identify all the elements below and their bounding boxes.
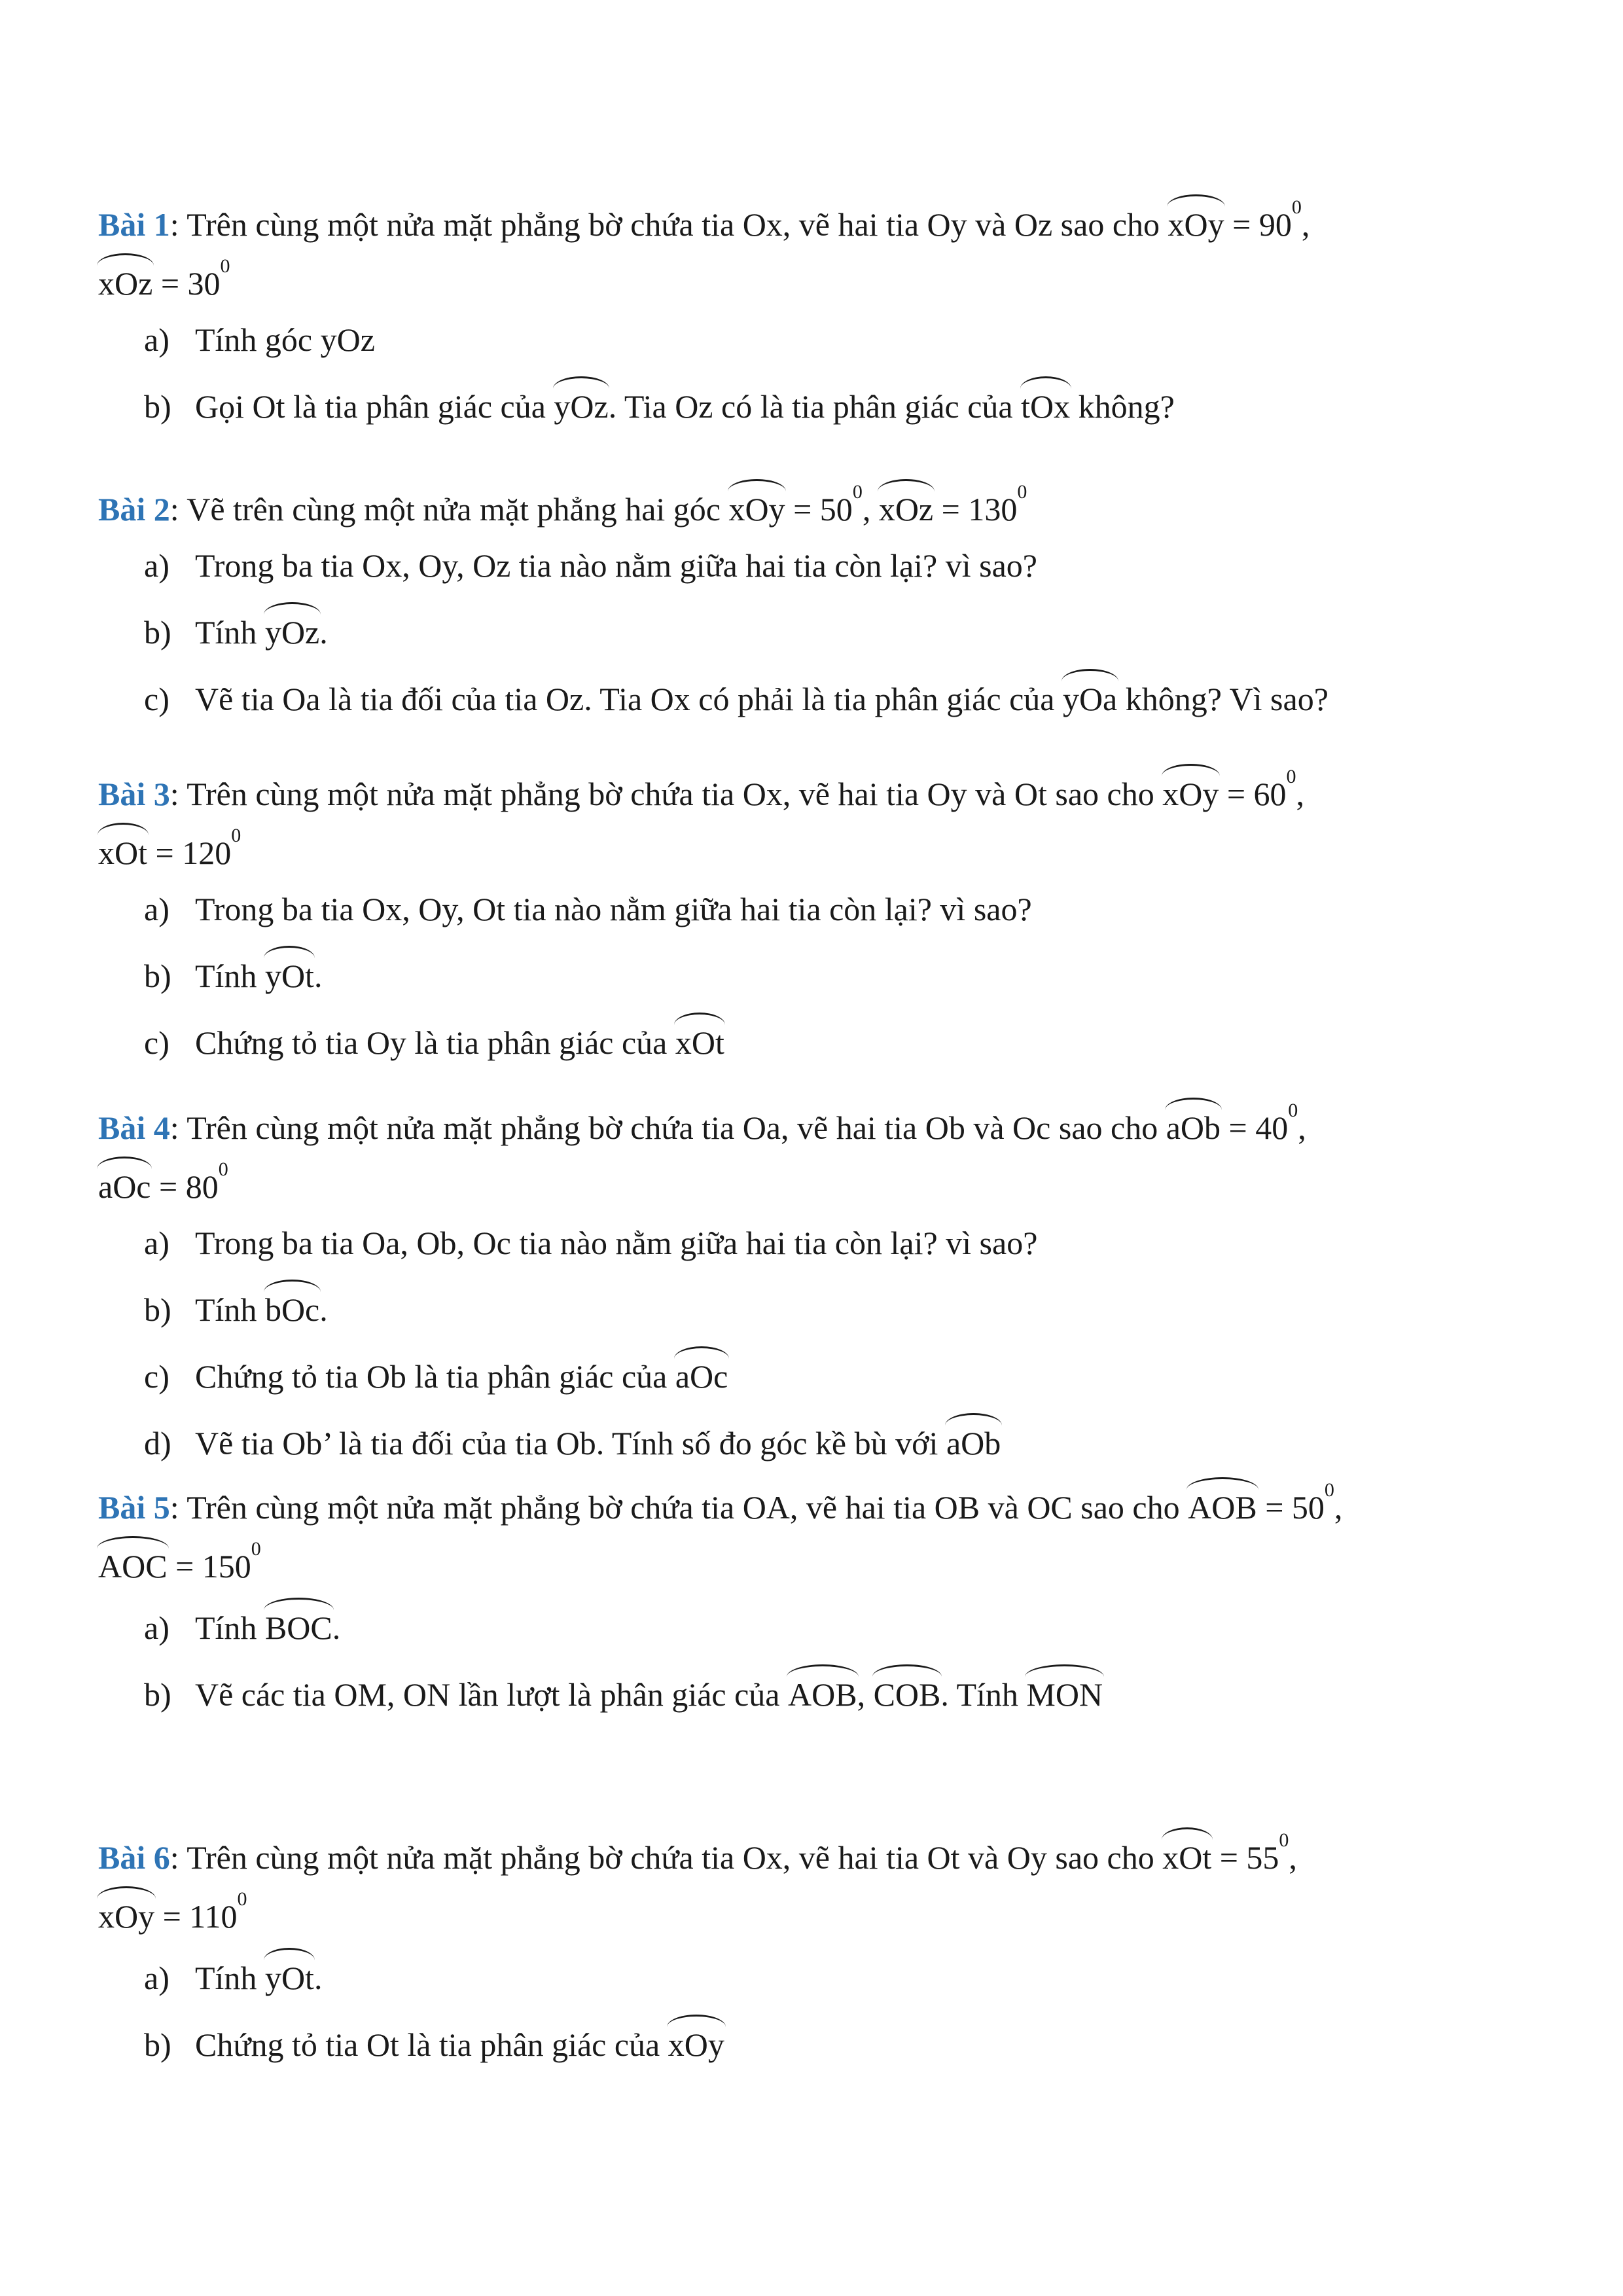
item-label: c)	[144, 1024, 169, 1061]
problem-items	[98, 546, 1538, 719]
stem-text: : Trên cùng một nửa mặt phẳng bờ chứa tia Oa, vẽ hai tia Ob và Oc sao cho	[169, 1109, 1158, 1146]
item-text: Tính	[195, 1291, 257, 1328]
degree-sup: 0	[852, 481, 863, 503]
problem-2	[98, 481, 1538, 741]
item-label: a)	[144, 1225, 169, 1261]
item-text: .	[313, 958, 323, 994]
problem-items	[98, 1603, 1538, 1714]
problem-stem	[98, 1829, 1538, 1877]
angle-value: = 150	[167, 1548, 251, 1585]
problem-1	[98, 196, 1538, 448]
angle-yoz: yOz	[265, 607, 319, 652]
angle-xoz: xOz	[98, 259, 152, 303]
item-c	[144, 674, 1538, 719]
angle-yoz: yOz	[554, 382, 608, 426]
angle-AOC: AOC	[98, 1541, 168, 1586]
problem-stem	[98, 196, 1538, 244]
item-a	[144, 889, 1538, 929]
angle-xoy: xOy	[1168, 200, 1224, 244]
item-label: b)	[144, 958, 171, 994]
angle-value: = 80	[151, 1168, 219, 1205]
degree-sup: 0	[1286, 766, 1296, 787]
angle-xoy: xOy	[668, 2020, 724, 2064]
item-label: a)	[144, 891, 169, 927]
angle-aob: aOb	[1166, 1103, 1221, 1147]
separator: ,	[1301, 206, 1310, 243]
problem-stem	[98, 766, 1538, 814]
item-text: . Tia Oz có là tia phân giác của	[608, 388, 1013, 425]
angle-yot: yOt	[265, 1953, 314, 1998]
problem-stem	[98, 481, 1538, 529]
item-text: Tính	[195, 1609, 257, 1646]
item-c	[144, 1018, 1538, 1062]
angle-aoc: aOc	[98, 1162, 151, 1206]
problem-stem	[98, 1479, 1538, 1527]
item-text: Tính góc yOz	[195, 321, 375, 358]
separator: ,	[1289, 1839, 1297, 1876]
problem-stem-2	[98, 825, 1538, 872]
item-text: .	[319, 614, 328, 651]
item-a	[144, 320, 1538, 359]
angle-aob: aOb	[946, 1418, 1001, 1463]
item-text: Chứng tỏ tia Ob là tia phân giác của	[195, 1358, 668, 1395]
degree-sup: 0	[251, 1538, 261, 1560]
item-text: .	[319, 1291, 328, 1328]
problem-items	[98, 320, 1538, 426]
problem-3	[98, 766, 1538, 1085]
problem-stem-2	[98, 1888, 1538, 1936]
angle-value: = 40	[1221, 1109, 1289, 1146]
angle-value: = 110	[154, 1898, 238, 1935]
item-text: Tính	[195, 614, 257, 651]
item-label: d)	[144, 1425, 171, 1462]
item-label: b)	[144, 1676, 171, 1713]
problem-title: Bài 6	[98, 1839, 170, 1876]
item-text: không? Vì sao?	[1117, 681, 1329, 717]
degree-sup: 0	[231, 825, 241, 846]
degree-sup: 0	[1279, 1829, 1289, 1851]
angle-yoa: yOa	[1063, 674, 1117, 719]
angle-yot: yOt	[265, 951, 314, 996]
item-b	[144, 607, 1538, 652]
stem-text: : Trên cùng một nửa mặt phẳng bờ chứa tia Ox, vẽ hai tia Oy và Oz sao cho	[169, 206, 1160, 243]
problem-stem-2	[98, 1538, 1538, 1586]
item-text: không?	[1070, 388, 1175, 425]
item-a	[144, 1953, 1538, 1998]
item-c	[144, 1352, 1538, 1396]
item-label: b)	[144, 2026, 171, 2063]
item-label: a)	[144, 547, 169, 584]
item-b	[144, 1670, 1538, 1714]
stem-text: : Trên cùng một nửa mặt phẳng bờ chứa tia OA, vẽ hai tia OB và OC sao cho	[169, 1489, 1180, 1526]
angle-xoz: xOz	[879, 484, 933, 529]
item-a	[144, 1223, 1538, 1263]
angle-AOB: AOB	[1188, 1482, 1257, 1527]
problem-title: Bài 4	[98, 1109, 170, 1146]
angle-value: = 60	[1219, 776, 1287, 812]
problem-4	[98, 1100, 1538, 1485]
problem-6	[98, 1829, 1538, 2087]
angle-value: = 50	[785, 491, 853, 528]
item-text: . Tính	[940, 1676, 1018, 1713]
item-b	[144, 382, 1538, 426]
degree-sup: 0	[237, 1888, 247, 1910]
item-text: Tính	[195, 958, 257, 994]
degree-sup: 0	[1288, 1100, 1298, 1121]
item-a	[144, 1603, 1538, 1647]
angle-aoc: aOc	[675, 1352, 728, 1396]
degree-sup: 0	[1017, 481, 1027, 503]
problem-items	[98, 1953, 1538, 2064]
angle-value: = 50	[1257, 1489, 1325, 1526]
item-b	[144, 1285, 1538, 1329]
item-label: b)	[144, 388, 171, 425]
degree-sup: 0	[220, 255, 230, 277]
separator: ,	[1334, 1489, 1343, 1526]
separator: ,	[1298, 1109, 1306, 1146]
angle-xot: xOt	[675, 1018, 724, 1062]
item-a	[144, 546, 1538, 585]
problem-title: Bài 5	[98, 1489, 170, 1526]
stem-text: : Trên cùng một nửa mặt phẳng bờ chứa tia Ox, vẽ hai tia Oy và Ot sao cho	[169, 776, 1154, 812]
angle-xot: xOt	[98, 828, 147, 872]
item-d	[144, 1418, 1538, 1463]
item-label: a)	[144, 1609, 169, 1646]
angle-MON: MON	[1026, 1670, 1103, 1714]
problem-stem-2	[98, 255, 1538, 303]
problem-title: Bài 1	[98, 206, 170, 243]
item-text: Chứng tỏ tia Oy là tia phân giác của	[195, 1024, 668, 1061]
problem-stem	[98, 1100, 1538, 1147]
item-text: Chứng tỏ tia Ot là tia phân giác của	[195, 2026, 660, 2063]
item-label: b)	[144, 1291, 171, 1328]
separator: ,	[862, 491, 871, 528]
item-label: a)	[144, 321, 169, 358]
item-b	[144, 2020, 1538, 2064]
item-label: c)	[144, 1358, 169, 1395]
item-label: a)	[144, 1960, 169, 1996]
degree-sup: 0	[218, 1158, 228, 1180]
angle-AOB: AOB	[788, 1670, 857, 1714]
angle-value: = 30	[152, 265, 221, 302]
item-text: Vẽ các tia OM, ON lần lượt là phân giác của	[195, 1676, 780, 1713]
item-label: b)	[144, 614, 171, 651]
angle-xoy: xOy	[1162, 769, 1219, 814]
item-text: Trong ba tia Ox, Oy, Oz tia nào nằm giữa hai tia còn lại? vì sao?	[195, 547, 1037, 584]
item-b	[144, 951, 1538, 996]
angle-boc: bOc	[265, 1285, 319, 1329]
item-text: Gọi Ot là tia phân giác của	[195, 388, 546, 425]
angle-value: = 90	[1224, 206, 1292, 243]
angle-value: = 130	[933, 491, 1018, 528]
item-text: Vẽ tia Ob’ là tia đối của tia Ob. Tính số đo góc kề bù với	[195, 1425, 938, 1462]
angle-xot: xOt	[1162, 1833, 1211, 1877]
angle-value: = 120	[147, 834, 232, 871]
problem-5	[98, 1479, 1538, 1736]
item-text: Vẽ tia Oa là tia đối của tia Oz. Tia Ox có phải là tia phân giác của	[195, 681, 1055, 717]
item-text: Trong ba tia Oa, Ob, Oc tia nào nằm giữa hai tia còn lại? vì sao?	[195, 1225, 1038, 1261]
degree-sup: 0	[1324, 1479, 1334, 1501]
problem-items	[98, 1223, 1538, 1463]
angle-BOC: BOC	[265, 1603, 332, 1647]
angle-xoy: xOy	[729, 484, 785, 529]
separator: ,	[1296, 776, 1305, 812]
item-text: ,	[857, 1676, 866, 1713]
problem-title: Bài 3	[98, 776, 170, 812]
angle-xoy: xOy	[98, 1892, 154, 1936]
angle-tox: tOx	[1021, 382, 1070, 426]
item-text: .	[332, 1609, 341, 1646]
item-text: Trong ba tia Ox, Oy, Ot tia nào nằm giữa hai tia còn lại? vì sao?	[195, 891, 1032, 927]
problem-items	[98, 889, 1538, 1062]
angle-value: = 55	[1211, 1839, 1279, 1876]
problem-stem-2	[98, 1158, 1538, 1206]
item-text: .	[313, 1960, 323, 1996]
stem-text: : Vẽ trên cùng một nửa mặt phẳng hai góc	[169, 491, 721, 528]
angle-COB: COB	[874, 1670, 941, 1714]
item-text: Tính	[195, 1960, 257, 1996]
problem-title: Bài 2	[98, 491, 170, 528]
item-label: c)	[144, 681, 169, 717]
stem-text: : Trên cùng một nửa mặt phẳng bờ chứa tia Ox, vẽ hai tia Ot và Oy sao cho	[169, 1839, 1154, 1876]
degree-sup: 0	[1291, 196, 1302, 218]
